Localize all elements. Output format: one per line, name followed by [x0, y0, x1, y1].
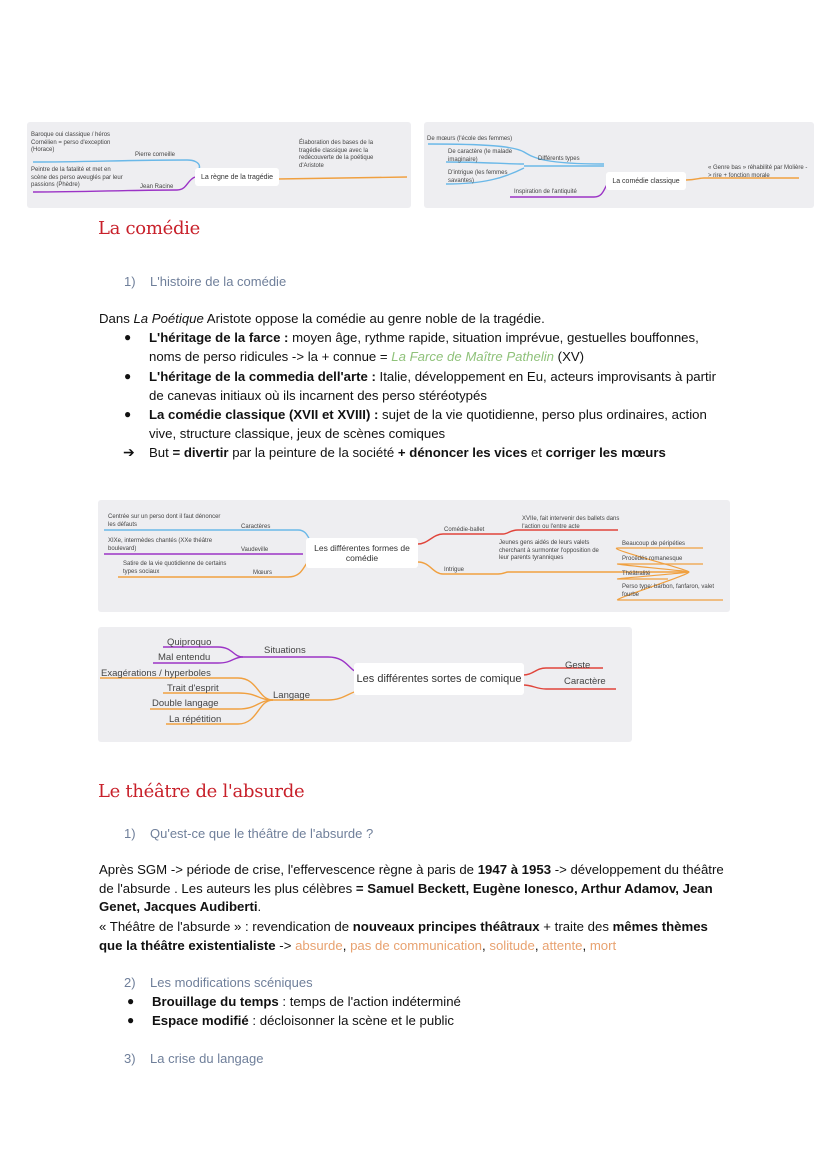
subtitle-histoire: 1) L'histoire de la comédie	[124, 274, 287, 289]
node-ballet: Comédie-ballet	[444, 527, 485, 533]
mindmap-comedie-classique	[424, 122, 814, 208]
node-satire: Satire de la vie quotidienne de certains types sociaux	[123, 561, 227, 575]
node-malentendu: Mal entendu	[158, 652, 211, 663]
node-peripeties: Beaucoup de péripéties	[622, 541, 686, 547]
node-procedes: Procédés romanesque	[622, 556, 683, 562]
bullet-icon: ●	[124, 330, 132, 344]
node-racine: Jean Racine	[140, 184, 174, 190]
node-genre-bas: « Genre bas » réhabilité par Molière -> rire + fonction morale	[708, 165, 808, 179]
node-repetition: La répétition	[169, 714, 222, 725]
subtitle-quest-ce: 1) Qu'est-ce que le théâtre de l'absurde ?	[124, 826, 374, 841]
node-traitdesprit: Trait d'esprit	[167, 683, 219, 694]
arrow-icon: ➔	[123, 444, 135, 460]
node-types: Différents types	[538, 156, 580, 162]
node-corneille: Pierre corneille	[135, 152, 176, 158]
paragraph-theatre-absurde: « Théâtre de l'absurde » : revendication de nouveaux principes théâtraux + traite des mêmes thèmes que la théâtre existentialiste -> absurde, pas de communication, solitude, attente, mort	[99, 919, 708, 953]
node-geste: Geste	[565, 660, 591, 671]
bullet-commedia: L'héritage de la commedia dell'arte : Italie, développement en Eu, acteurs improvisants à partir de canevas initiaux où ils incarnent des perso stéréotypés	[149, 369, 716, 403]
section-title-absurde: Le théâtre de l'absurde	[98, 781, 305, 802]
node-inspiration: Inspiration de l'antiquité	[514, 189, 577, 195]
subtitle-modifications: 2) Les modifications scéniques	[124, 975, 313, 990]
mindmap-formes-comedie	[98, 500, 730, 612]
bullet-but: But = divertir par la peinture de la société + dénoncer les vices et corriger les mœurs	[149, 445, 666, 460]
node-quiproquo: Quiproquo	[167, 637, 212, 648]
node-center-formes: Les différentes formes de comédie	[306, 538, 418, 568]
node-moeurs3: Mœurs	[253, 570, 272, 576]
node-center-tragedie: La règne de la tragédie	[195, 168, 279, 186]
node-caractere: De caractère (le malade imaginaire)	[448, 149, 513, 163]
bullet-comedie-classique: La comédie classique (XVII et XVIII) : sujet de la vie quotidienne, perso plus ordinaires, action vive, structure classique, jeux de scènes comiques	[149, 407, 707, 441]
node-exagerations: Exagérations / hyperboles	[101, 668, 211, 679]
node-center-comedie-classique: La comédie classique	[606, 172, 686, 190]
node-moeurs: De mœurs (l'école des femmes)	[427, 136, 513, 142]
subtitle-crise-langage: 3) La crise du langage	[124, 1051, 264, 1066]
node-peintre: Peintre de la fatalité et met en scène des perso aveuglés par leur passions (Phèdre)	[31, 167, 123, 188]
bullet-espace: Espace modifié : décloisonner la scène et le public	[152, 1013, 455, 1028]
node-intrigue3: Intrigue	[444, 567, 465, 573]
bullet-icon: ●	[127, 1013, 135, 1027]
intro-paragraph: Dans La Poétique Aristote oppose la comédie au genre noble de la tragédie.	[99, 311, 545, 326]
bullet-icon: ●	[127, 994, 135, 1008]
bullet-icon: ●	[124, 369, 132, 383]
bullet-icon: ●	[124, 407, 132, 421]
node-persotype: Perso type: barbon, fanfaron, valet fourbe	[622, 584, 715, 598]
node-xviie: XVIIe, fait intervenir des ballets dans l'action ou l'entre acte	[522, 516, 620, 530]
mindmap-sortes-comique	[98, 627, 632, 742]
mindmap-tragedie	[27, 122, 411, 208]
node-caracteres: Caractères	[241, 524, 271, 530]
node-centree: Centrée sur un perso dont il faut dénoncer les défauts	[108, 514, 221, 528]
node-intrigue: D'intrigue (les femmes savantes)	[448, 170, 508, 184]
node-xixe: XIXe, intermèdes chantés (XXe théâtre boulevard)	[108, 538, 213, 552]
node-vaudeville: Vaudeville	[241, 547, 269, 553]
node-theatralite: Théâtralité	[622, 571, 651, 577]
node-baroque: Baroque oui classique / héros Cornélien = perso d'exception (Horace)	[31, 132, 111, 153]
bullet-farce: L'héritage de la farce : moyen âge, rythme rapide, situation imprévue, gestuelles bouffonnes, noms de perso ridicules -> la + connue = La Farce de Maître Pathelin (XV)	[149, 330, 699, 364]
node-elaboration: Élaboration des bases de la tragédie classique avec la redécouverte de la poétique d'Aristote	[299, 140, 374, 169]
node-doublelangage: Double langage	[152, 698, 219, 709]
node-situations: Situations	[264, 645, 306, 656]
paragraph-apres-sgm: Après SGM -> période de crise, l'effervescence règne à paris de 1947 à 1953 -> développement du théâtre de l'absurde . Les auteurs les plus célèbres = Samuel Beckett, Eugène Ionesco, Arthur Adamov, Jean Genet, Jacques Audiberti.	[99, 862, 724, 915]
bullet-brouillage: Brouillage du temps : temps de l'action indéterminé	[152, 994, 461, 1009]
node-center-sortes: Les différentes sortes de comique	[354, 663, 524, 695]
section-title-comedie: La comédie	[98, 218, 200, 239]
node-jeunes: Jeunes gens aidés de leurs valets cherchant à surmonter l'opposition de leur parents tyranniques	[499, 540, 599, 561]
node-caractere4: Caractère	[564, 676, 606, 687]
node-langage: Langage	[273, 690, 310, 701]
